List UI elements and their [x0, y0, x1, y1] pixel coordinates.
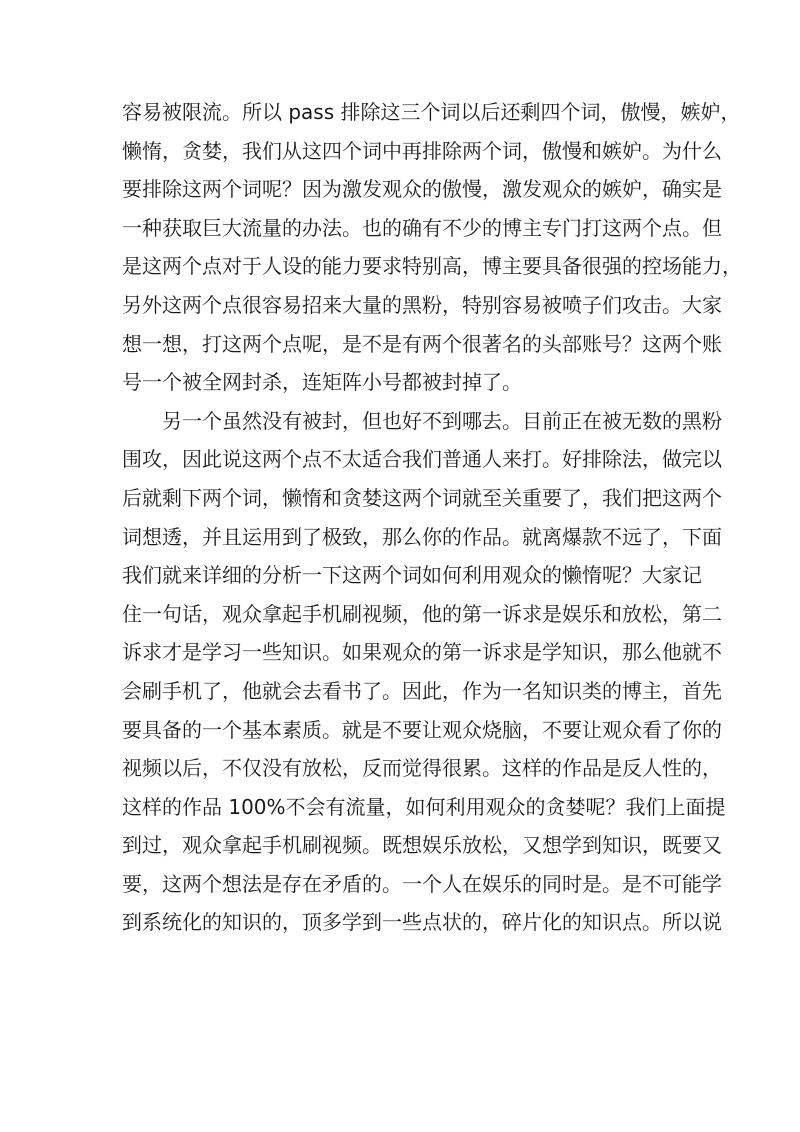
text-line-2: 懒惰，贪婪，我们从这四个词中再排除两个词，傲慢和嫉妒。为什么	[122, 138, 722, 163]
text-line-17: 要具备的一个基本素质。就是不要让观众烧脑，不要让观众看了你的	[122, 717, 722, 742]
text-line-22: 到系统化的知识的，顶多学到一些点状的，碎片化的知识点。所以说	[122, 910, 722, 935]
text-line-1: 容易被限流。所以 pass 排除这三个词以后还剩四个词，傲慢，嫉妒，	[122, 100, 741, 124]
text-line-12: 词想透，并且运用到了极致，那么你的作品。就离爆款不远了，下面	[122, 524, 722, 549]
body-text	[122, 93, 742, 942]
text-line-10: 围攻，因此说这两个点不太适合我们普通人来打。好排除法，做完以	[122, 447, 722, 472]
text-line-9: 另一个虽然没有被封，但也好不到哪去。目前正在被无数的黑粉	[162, 408, 722, 433]
text-line-16: 会刷手机了，他就会去看书了。因此，作为一名知识类的博主，首先	[122, 678, 722, 703]
text-line-7: 想一想，打这两个点呢，是不是有两个很著名的头部账号？这两个账	[122, 331, 722, 356]
text-line-3: 要排除这两个词呢？因为激发观众的傲慢，激发观众的嫉妒，确实是	[122, 177, 722, 202]
text-line-21: 要，这两个想法是存在矛盾的。一个人在娱乐的同时是。是不可能学	[122, 871, 722, 896]
text-line-20: 到过，观众拿起手机刷视频。既想娱乐放松，又想学到知识，既要又	[122, 833, 722, 858]
text-line-11: 后就剩下两个词，懒惰和贪婪这两个词就至关重要了，我们把这两个	[122, 485, 722, 510]
text-line-14: 住一句话，观众拿起手机刷视频，他的第一诉求是娱乐和放松，第二	[122, 601, 722, 626]
text-line-13: 我们就来详细的分析一下这两个词如何利用观众的懒惰呢？大家记	[122, 563, 702, 588]
text-line-6: 另外这两个点很容易招来大量的黑粉，特别容易被喷子们攻击。大家	[122, 292, 722, 317]
text-line-8: 号一个被全网封杀，连矩阵小号都被封掉了。	[122, 370, 522, 395]
text-line-5: 是这两个点对于人设的能力要求特别高，博主要具备很强的控场能力，	[122, 254, 742, 279]
text-line-18: 视频以后，不仅没有放松，反而觉得很累。这样的作品是反人性的，	[122, 756, 722, 781]
text-line-19: 这样的作品 100%不会有流量，如何利用观众的贪婪呢？我们上面提	[122, 794, 726, 819]
text-line-4: 一种获取巨大流量的办法。也的确有不少的博主专门打这两个点。但	[122, 215, 722, 240]
text-line-15: 诉求才是学习一些知识。如果观众的第一诉求是学知识，那么他就不	[122, 640, 722, 665]
